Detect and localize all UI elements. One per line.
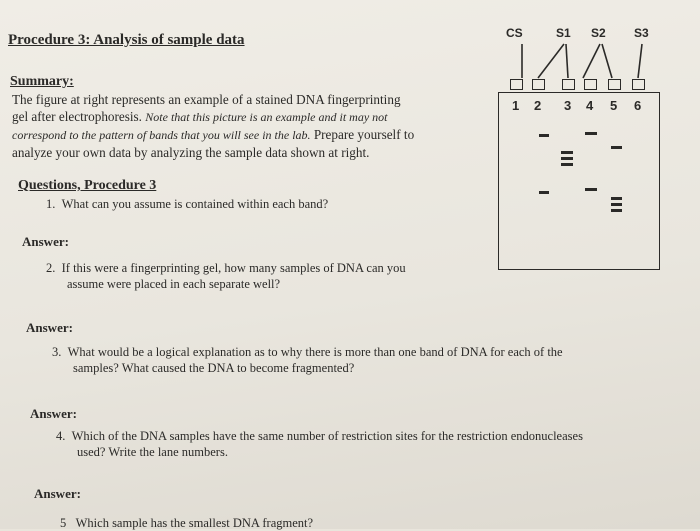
band-lane-4-b xyxy=(585,188,597,191)
sample-label-s1: S1 xyxy=(556,26,571,40)
summary-line-4: analyze your own data by analyzing the sample data shown at right. xyxy=(12,145,370,160)
summary-text xyxy=(12,91,482,161)
gel-box xyxy=(498,92,660,270)
gel-figure xyxy=(488,18,678,266)
question-3-number: 3. xyxy=(52,345,62,359)
question-3-text-line-2: samples? What caused the DNA to become fragmented? xyxy=(73,361,355,375)
sample-label-s3: S3 xyxy=(634,26,649,40)
band-lane-5-d xyxy=(611,209,622,212)
well-3 xyxy=(562,79,575,90)
summary-line-2-plain: gel after electrophoresis. xyxy=(12,109,146,124)
answer-label-3: Answer: xyxy=(30,406,77,421)
band-lane-5-b xyxy=(611,197,622,200)
lane-number-6: 6 xyxy=(634,98,642,113)
question-4 xyxy=(56,428,583,460)
question-3 xyxy=(52,344,563,376)
well-4 xyxy=(584,79,597,90)
answer-label-4: Answer: xyxy=(34,486,81,501)
band-lane-5-c xyxy=(611,203,622,206)
summary-line-2-italic: Note that this picture is an example and it may not xyxy=(145,110,388,124)
summary-heading: Summary: xyxy=(10,74,74,89)
question-2-text-line-2: assume were placed in each separate well? xyxy=(67,277,281,291)
question-1-number: 1. xyxy=(46,197,56,211)
answer-label-1: Answer: xyxy=(22,234,69,249)
band-lane-3-b xyxy=(561,157,573,160)
band-lane-4-a xyxy=(585,132,597,135)
band-lane-2-a xyxy=(539,134,549,137)
lane-number-4: 4 xyxy=(586,98,594,113)
sample-label-cs: CS xyxy=(506,26,523,40)
summary-line-3-italic: correspond to the pattern of bands that you will see in the lab. xyxy=(12,128,311,142)
procedure-title: Procedure 3: Analysis of sample data xyxy=(8,32,245,48)
well-1 xyxy=(510,79,523,90)
well-5 xyxy=(608,79,621,90)
band-lane-3-c xyxy=(561,163,573,166)
question-2-number: 2. xyxy=(46,261,56,275)
question-4-text-line-2: used? Write the lane numbers. xyxy=(77,445,228,459)
question-2 xyxy=(46,260,406,292)
lane-number-3: 3 xyxy=(564,98,572,113)
well-6 xyxy=(632,79,645,90)
lane-number-1: 1 xyxy=(512,98,520,113)
line-s1-well-2 xyxy=(538,44,564,78)
question-5-number: 5 xyxy=(60,516,67,530)
line-s3-well-6 xyxy=(638,44,642,78)
band-lane-2-b xyxy=(539,191,549,194)
question-1-text: What can you assume is contained within each band? xyxy=(61,197,329,211)
question-2-text-line-1: If this were a fingerprinting gel, how many samples of DNA can you xyxy=(61,261,406,275)
line-s1-well-3 xyxy=(566,44,568,78)
question-4-number: 4. xyxy=(56,429,66,443)
sample-label-s2: S2 xyxy=(591,26,606,40)
question-1 xyxy=(46,196,328,212)
question-3-text-line-1: What would be a logical explanation as to why there is more than one band of DNA for each of the xyxy=(67,345,563,359)
summary-line-2 xyxy=(12,108,482,126)
question-4-text-line-1: Which of the DNA samples have the same number of restriction sites for the restriction endonucleases xyxy=(71,429,583,443)
question-5-text: Which sample has the smallest DNA fragment? xyxy=(75,516,314,530)
lane-number-2: 2 xyxy=(534,98,542,113)
questions-heading: Questions, Procedure 3 xyxy=(18,178,157,193)
line-s2-well-4 xyxy=(583,44,600,78)
band-lane-3-a xyxy=(561,151,573,154)
line-s2-well-5 xyxy=(602,44,612,78)
lane-number-5: 5 xyxy=(610,98,618,113)
summary-line-3-plain: Prepare yourself to xyxy=(310,127,415,142)
summary-line-3 xyxy=(12,126,482,144)
summary-line-1: The figure at right represents an example of a stained DNA fingerprinting xyxy=(12,92,401,107)
answer-label-2: Answer: xyxy=(26,320,73,335)
well-2 xyxy=(532,79,545,90)
band-lane-5-a xyxy=(611,146,622,149)
